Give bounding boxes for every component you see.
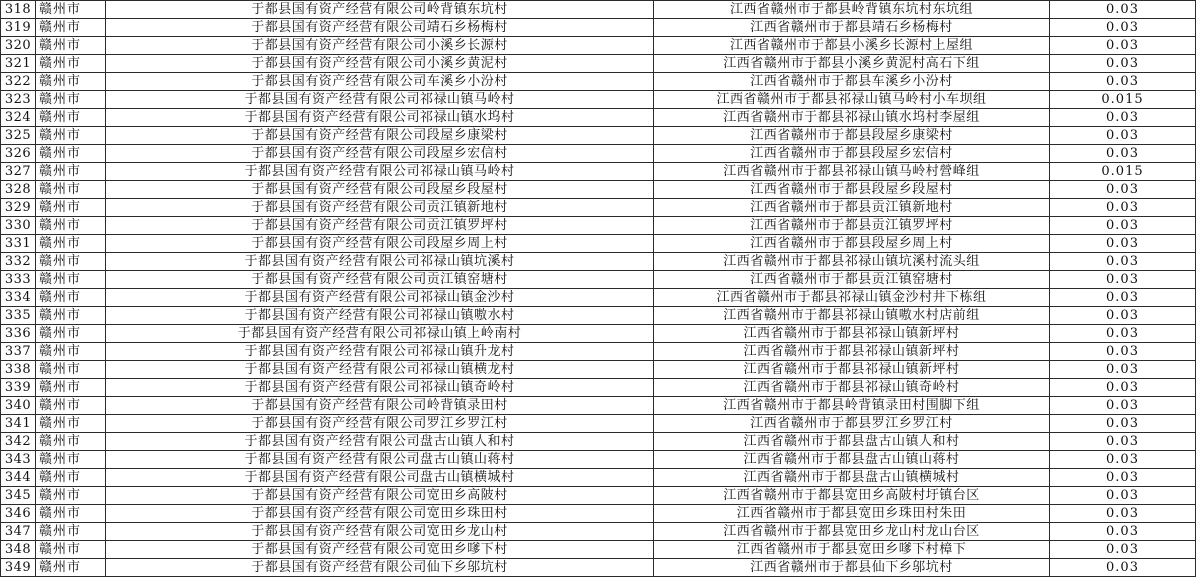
table-row [1,271,1196,289]
value-cell: 0.03 [1050,199,1196,217]
row-number-cell: 345 [1,487,36,505]
row-number-cell: 347 [1,523,36,541]
row-number-cell: 328 [1,181,36,199]
value-cell: 0.03 [1050,55,1196,73]
city-cell: 赣州市 [36,433,106,451]
unit-name-cell: 于都县国有资产经营有限公司宽田乡龙山村 [106,523,654,541]
table-row [1,145,1196,163]
table-row [1,217,1196,235]
row-number-cell: 327 [1,163,36,181]
address-cell: 江西省赣州市于都县祁禄山镇水坞村李屋组 [654,109,1050,127]
value-cell: 0.015 [1050,91,1196,109]
value-cell: 0.03 [1050,109,1196,127]
city-cell: 赣州市 [36,235,106,253]
city-cell: 赣州市 [36,487,106,505]
value-cell: 0.03 [1050,307,1196,325]
address-cell: 江西省赣州市于都县祁禄山镇新坪村 [654,361,1050,379]
row-number-cell: 319 [1,19,36,37]
row-number-cell: 340 [1,397,36,415]
table-row [1,37,1196,55]
value-cell: 0.03 [1050,397,1196,415]
row-number-cell: 341 [1,415,36,433]
address-cell: 江西省赣州市于都县靖石乡杨梅村 [654,19,1050,37]
unit-name-cell: 于都县国有资产经营有限公司祁禄山镇坑溪村 [106,253,654,271]
row-number-cell: 335 [1,307,36,325]
address-cell: 江西省赣州市于都县宽田乡龙山村龙山台区 [654,523,1050,541]
unit-name-cell: 于都县国有资产经营有限公司贡江镇罗坪村 [106,217,654,235]
address-cell: 江西省赣州市于都县仙下乡邬坑村 [654,559,1050,577]
address-cell: 江西省赣州市于都县盘古山镇人和村 [654,433,1050,451]
unit-name-cell: 于都县国有资产经营有限公司小溪乡黄泥村 [106,55,654,73]
table-row [1,199,1196,217]
table-row [1,235,1196,253]
value-cell: 0.03 [1050,379,1196,397]
address-cell: 江西省赣州市于都县宽田乡嗲下村樟下 [654,541,1050,559]
table-row [1,55,1196,73]
address-cell: 江西省赣州市于都县祁禄山镇新坪村 [654,325,1050,343]
unit-name-cell: 于都县国有资产经营有限公司段屋乡周上村 [106,235,654,253]
row-number-cell: 343 [1,451,36,469]
row-number-cell: 346 [1,505,36,523]
unit-name-cell: 于都县国有资产经营有限公司岭背镇东坑村 [106,1,654,19]
city-cell: 赣州市 [36,451,106,469]
city-cell: 赣州市 [36,127,106,145]
address-cell: 江西省赣州市于都县车溪乡小汾村 [654,73,1050,91]
value-cell: 0.03 [1050,559,1196,577]
city-cell: 赣州市 [36,109,106,127]
city-cell: 赣州市 [36,505,106,523]
unit-name-cell: 于都县国有资产经营有限公司祁禄山镇横龙村 [106,361,654,379]
row-number-cell: 348 [1,541,36,559]
value-cell: 0.03 [1050,523,1196,541]
address-cell: 江西省赣州市于都县段屋乡周上村 [654,235,1050,253]
city-cell: 赣州市 [36,541,106,559]
unit-name-cell: 于都县国有资产经营有限公司贡江镇窑塘村 [106,271,654,289]
table-row [1,469,1196,487]
value-cell: 0.03 [1050,505,1196,523]
row-number-cell: 323 [1,91,36,109]
unit-name-cell: 于都县国有资产经营有限公司贡江镇新地村 [106,199,654,217]
city-cell: 赣州市 [36,217,106,235]
address-cell: 江西省赣州市于都县宽田乡高陂村圩镇台区 [654,487,1050,505]
city-cell: 赣州市 [36,73,106,91]
value-cell: 0.03 [1050,433,1196,451]
table-row [1,109,1196,127]
address-cell: 江西省赣州市于都县祁禄山镇金沙村井下栋组 [654,289,1050,307]
city-cell: 赣州市 [36,325,106,343]
row-number-cell: 318 [1,1,36,19]
table-row [1,289,1196,307]
table-row [1,307,1196,325]
city-cell: 赣州市 [36,1,106,19]
unit-name-cell: 于都县国有资产经营有限公司罗江乡罗江村 [106,415,654,433]
row-number-cell: 331 [1,235,36,253]
value-cell: 0.03 [1050,271,1196,289]
row-number-cell: 333 [1,271,36,289]
unit-name-cell: 于都县国有资产经营有限公司仙下乡邬坑村 [106,559,654,577]
value-cell: 0.03 [1050,73,1196,91]
value-cell: 0.03 [1050,235,1196,253]
table-row [1,325,1196,343]
address-cell: 江西省赣州市于都县宽田乡珠田村朱田 [654,505,1050,523]
value-cell: 0.03 [1050,1,1196,19]
city-cell: 赣州市 [36,523,106,541]
row-number-cell: 321 [1,55,36,73]
table-row [1,73,1196,91]
address-cell: 江西省赣州市于都县段屋乡康梁村 [654,127,1050,145]
unit-name-cell: 于都县国有资产经营有限公司小溪乡长源村 [106,37,654,55]
unit-name-cell: 于都县国有资产经营有限公司段屋乡段屋村 [106,181,654,199]
row-number-cell: 322 [1,73,36,91]
table-row [1,415,1196,433]
table-row [1,361,1196,379]
address-cell: 江西省赣州市于都县盘古山镇横城村 [654,469,1050,487]
row-number-cell: 344 [1,469,36,487]
city-cell: 赣州市 [36,307,106,325]
value-cell: 0.03 [1050,145,1196,163]
unit-name-cell: 于都县国有资产经营有限公司祁禄山镇马岭村 [106,91,654,109]
table-row [1,19,1196,37]
table-row [1,181,1196,199]
address-cell: 江西省赣州市于都县祁禄山镇奇岭村 [654,379,1050,397]
value-cell: 0.03 [1050,289,1196,307]
table-row [1,253,1196,271]
row-number-cell: 342 [1,433,36,451]
address-cell: 江西省赣州市于都县岭背镇录田村围脚下组 [654,397,1050,415]
row-number-cell: 325 [1,127,36,145]
table-row [1,487,1196,505]
city-cell: 赣州市 [36,37,106,55]
table-row [1,541,1196,559]
value-cell: 0.03 [1050,451,1196,469]
row-number-cell: 326 [1,145,36,163]
city-cell: 赣州市 [36,199,106,217]
value-cell: 0.03 [1050,325,1196,343]
value-cell: 0.03 [1050,487,1196,505]
table-row [1,1,1196,19]
unit-name-cell: 于都县国有资产经营有限公司岭背镇录田村 [106,397,654,415]
city-cell: 赣州市 [36,253,106,271]
city-cell: 赣州市 [36,145,106,163]
address-cell: 江西省赣州市于都县段屋乡宏信村 [654,145,1050,163]
unit-name-cell: 于都县国有资产经营有限公司祁禄山镇金沙村 [106,289,654,307]
unit-name-cell: 于都县国有资产经营有限公司祁禄山镇水坞村 [106,109,654,127]
row-number-cell: 338 [1,361,36,379]
unit-name-cell: 于都县国有资产经营有限公司宽田乡高陂村 [106,487,654,505]
city-cell: 赣州市 [36,469,106,487]
row-number-cell: 332 [1,253,36,271]
address-cell: 江西省赣州市于都县贡江镇新地村 [654,199,1050,217]
value-cell: 0.03 [1050,253,1196,271]
address-cell: 江西省赣州市于都县贡江镇窑塘村 [654,271,1050,289]
row-number-cell: 349 [1,559,36,577]
address-cell: 江西省赣州市于都县贡江镇罗坪村 [654,217,1050,235]
address-cell: 江西省赣州市于都县小溪乡长源村上屋组 [654,37,1050,55]
value-cell: 0.03 [1050,127,1196,145]
unit-name-cell: 于都县国有资产经营有限公司祁禄山镇嗷水村 [106,307,654,325]
table-row [1,433,1196,451]
table-row [1,559,1196,577]
address-cell: 江西省赣州市于都县祁禄山镇嗷水村店前组 [654,307,1050,325]
value-cell: 0.03 [1050,361,1196,379]
unit-name-cell: 于都县国有资产经营有限公司祁禄山镇马岭村 [106,163,654,181]
city-cell: 赣州市 [36,181,106,199]
city-cell: 赣州市 [36,19,106,37]
table-row [1,379,1196,397]
address-cell: 江西省赣州市于都县祁禄山镇坑溪村流头组 [654,253,1050,271]
row-number-cell: 336 [1,325,36,343]
table-row [1,343,1196,361]
row-number-cell: 334 [1,289,36,307]
unit-name-cell: 于都县国有资产经营有限公司宽田乡嗲下村 [106,541,654,559]
row-number-cell: 330 [1,217,36,235]
value-cell: 0.03 [1050,37,1196,55]
address-cell: 江西省赣州市于都县祁禄山镇新坪村 [654,343,1050,361]
address-cell: 江西省赣州市于都县岭背镇东坑村东坑组 [654,1,1050,19]
row-number-cell: 337 [1,343,36,361]
value-cell: 0.03 [1050,343,1196,361]
city-cell: 赣州市 [36,163,106,181]
table-body [1,1,1196,577]
value-cell: 0.03 [1050,19,1196,37]
city-cell: 赣州市 [36,91,106,109]
value-cell: 0.03 [1050,415,1196,433]
value-cell: 0.015 [1050,163,1196,181]
city-cell: 赣州市 [36,361,106,379]
address-cell: 江西省赣州市于都县祁禄山镇马岭村小车坝组 [654,91,1050,109]
value-cell: 0.03 [1050,469,1196,487]
unit-name-cell: 于都县国有资产经营有限公司段屋乡康梁村 [106,127,654,145]
address-cell: 江西省赣州市于都县段屋乡段屋村 [654,181,1050,199]
unit-name-cell: 于都县国有资产经营有限公司靖石乡杨梅村 [106,19,654,37]
table-row [1,451,1196,469]
city-cell: 赣州市 [36,397,106,415]
table-row [1,127,1196,145]
table-row [1,523,1196,541]
table-row [1,163,1196,181]
table-row [1,91,1196,109]
unit-name-cell: 于都县国有资产经营有限公司宽田乡珠田村 [106,505,654,523]
city-cell: 赣州市 [36,271,106,289]
unit-name-cell: 于都县国有资产经营有限公司车溪乡小汾村 [106,73,654,91]
value-cell: 0.03 [1050,541,1196,559]
unit-name-cell: 于都县国有资产经营有限公司祁禄山镇升龙村 [106,343,654,361]
value-cell: 0.03 [1050,217,1196,235]
unit-name-cell: 于都县国有资产经营有限公司盘古山镇人和村 [106,433,654,451]
row-number-cell: 320 [1,37,36,55]
unit-name-cell: 于都县国有资产经营有限公司祁禄山镇奇岭村 [106,379,654,397]
address-cell: 江西省赣州市于都县小溪乡黄泥村高石下组 [654,55,1050,73]
row-number-cell: 329 [1,199,36,217]
unit-name-cell: 于都县国有资产经营有限公司段屋乡宏信村 [106,145,654,163]
unit-name-cell: 于都县国有资产经营有限公司祁禄山镇上岭南村 [106,325,654,343]
city-cell: 赣州市 [36,379,106,397]
value-cell: 0.03 [1050,181,1196,199]
city-cell: 赣州市 [36,289,106,307]
city-cell: 赣州市 [36,415,106,433]
row-number-cell: 324 [1,109,36,127]
table-row [1,505,1196,523]
city-cell: 赣州市 [36,559,106,577]
unit-name-cell: 于都县国有资产经营有限公司盘古山镇山蒋村 [106,451,654,469]
address-cell: 江西省赣州市于都县罗江乡罗江村 [654,415,1050,433]
address-cell: 江西省赣州市于都县祁禄山镇马岭村營峰组 [654,163,1050,181]
address-cell: 江西省赣州市于都县盘古山镇山蒋村 [654,451,1050,469]
city-cell: 赣州市 [36,55,106,73]
city-cell: 赣州市 [36,343,106,361]
unit-name-cell: 于都县国有资产经营有限公司盘古山镇横城村 [106,469,654,487]
table-row [1,397,1196,415]
row-number-cell: 339 [1,379,36,397]
